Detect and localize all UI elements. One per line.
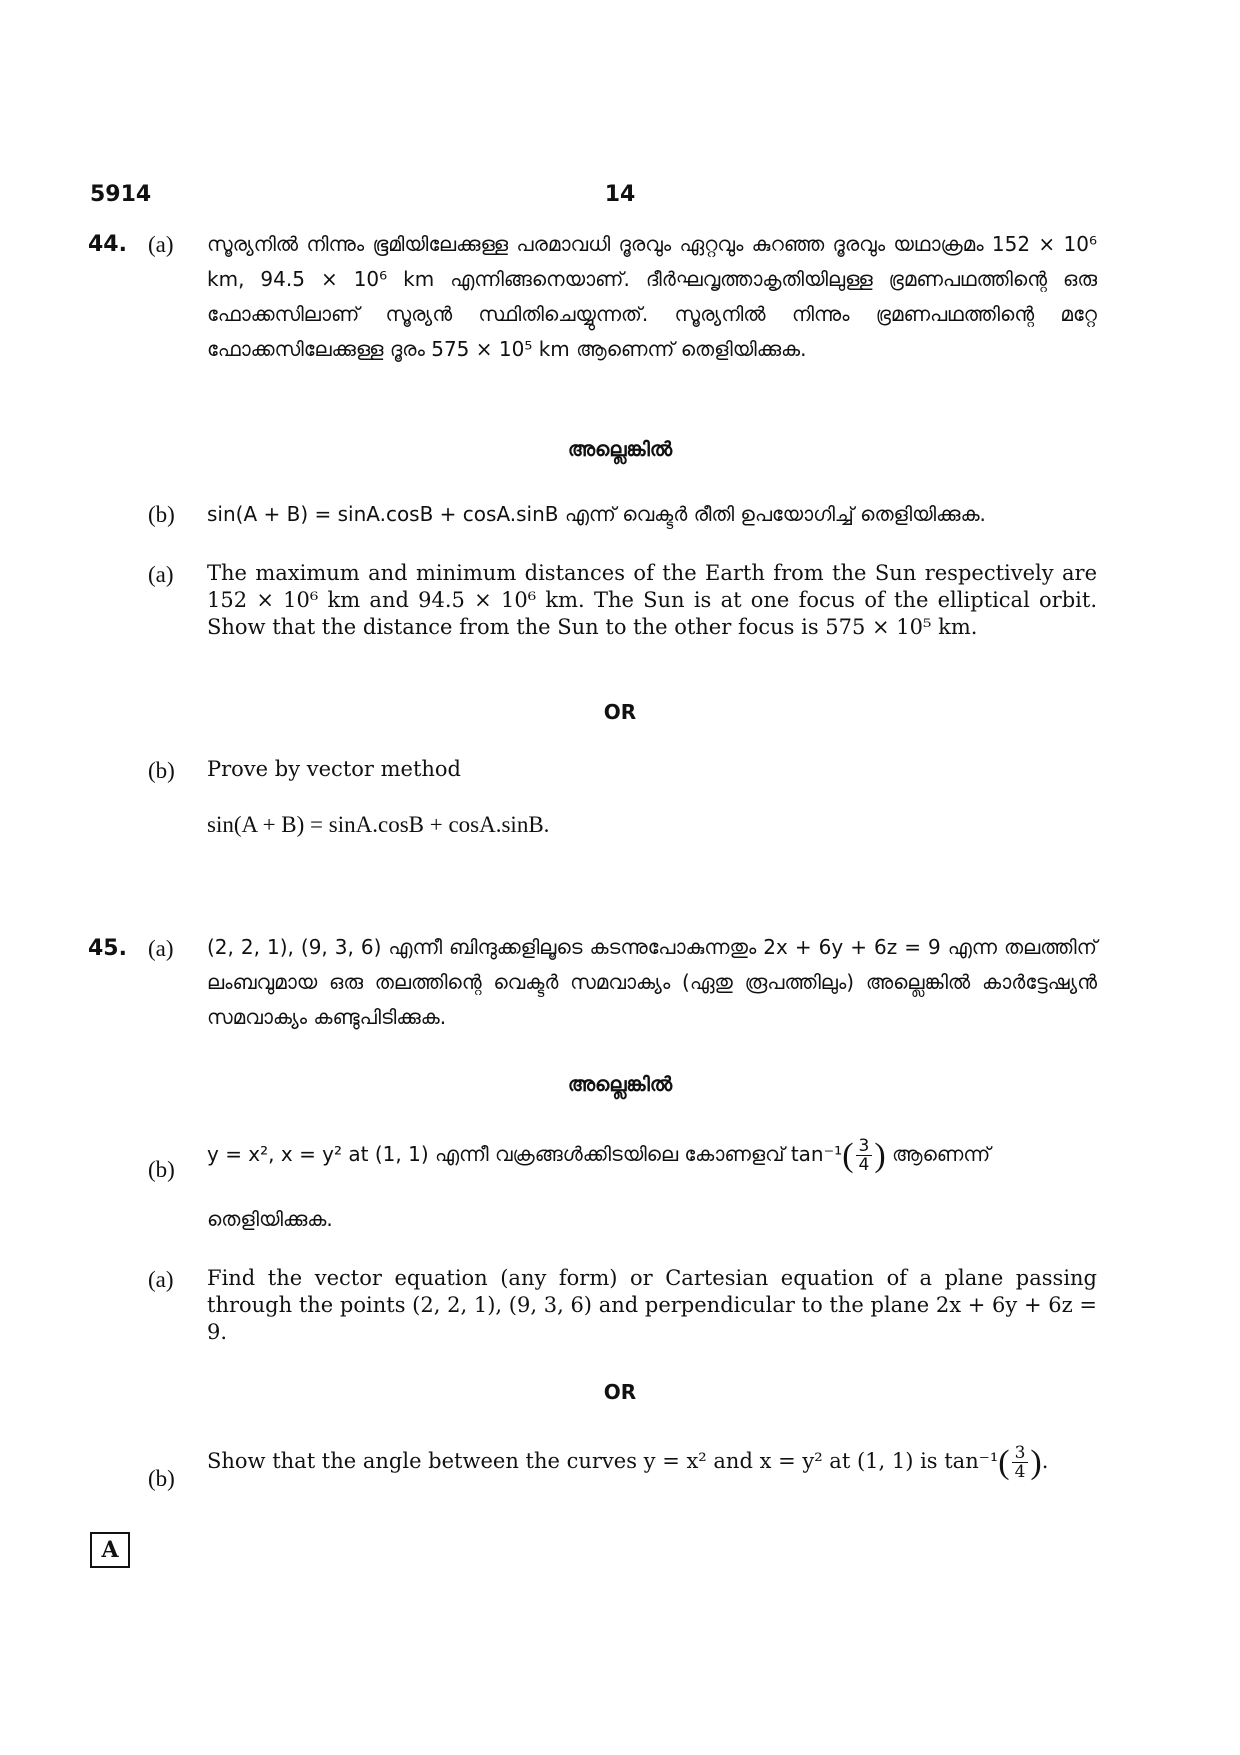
q45-en-b-post: . — [1041, 1449, 1049, 1473]
question-45-number: 45. — [88, 936, 127, 961]
q45-ml-or: അല്ലെങ്കിൽ — [567, 1072, 673, 1096]
q45-ml-b-label: (b) — [148, 1157, 175, 1182]
q45-en-or: OR — [603, 1380, 637, 1404]
q44-en-a-text: The maximum and minimum distances of the Earth from the Sun respectively are 152 × 10⁶ km and 94.5 × 10⁶ km. The Sun is at one focus of the elliptical orbit. Show that the distance from the Sun to the other focus is 575 × 10⁵ km. — [207, 561, 1097, 639]
q44-en-or: OR — [603, 700, 637, 724]
q44-ml-b-text: sin(A + B) = sinA.cosB + cosA.sinB എന്ന് വെക്ടർ രീതി ഉപയോഗിച്ച് തെളിയിക്കുക. — [207, 502, 986, 526]
q45-ml-b-post: ആണെന്ന് — [892, 1142, 991, 1166]
q44-en-b-formula: sin(A + B) = sinA.cosB + cosA.sinB. — [207, 812, 550, 837]
q44-ml-a-text: സൂര്യനിൽ നിന്നും ഭൂമിയിലേക്കുള്ള പരമാവധി ദൂരവും ഏറ്റവും കുറഞ്ഞ ദൂരവും യഥാക്രമം 152 × 10⁶ km, 94.5 × 10⁶ km എന്നിങ്ങനെയാണ്. ദീർഘവൃത്താകൃതിയിലുള്ള ഭ്രമണപഥത്തിന്റെ ഒരു ഫോക്കസിലാണ് സൂര്യൻ സ്ഥിതിചെയ്യുന്നത്. സൂര്യനിൽ നിന്നും ഭ്രമണപഥത്തിന്റെ മറ്റേ ഫോക്കസിലേക്കുള്ള ദൂരം 575 × 10⁵ km ആണെന്ന് തെളിയിക്കുക. — [207, 232, 1097, 361]
page-number: 14 — [604, 182, 636, 207]
left-paren: ( — [998, 1444, 1010, 1481]
fraction-numerator: 3 — [856, 1137, 873, 1156]
q45-ml-b-line1 — [207, 1137, 1097, 1174]
right-paren: ) — [1030, 1444, 1042, 1481]
left-paren: ( — [842, 1137, 854, 1174]
version-box: A — [90, 1532, 130, 1568]
fraction-numerator: 3 — [1012, 1444, 1029, 1463]
fraction-3-4 — [856, 1137, 873, 1174]
fraction-denominator: 4 — [858, 1155, 870, 1175]
q44-ml-a-label: (a) — [148, 232, 174, 257]
q44-ml-b-label: (b) — [148, 502, 175, 527]
q44-en-b-text: Prove by vector method — [207, 757, 461, 781]
right-paren: ) — [874, 1137, 886, 1174]
q44-ml-or: അല്ലെങ്കിൽ — [567, 437, 673, 461]
q45-en-b-label: (b) — [148, 1466, 175, 1491]
question-44-number: 44. — [88, 232, 127, 257]
q45-ml-b-pre: y = x², x = y² at (1, 1) എന്നീ വക്രങ്ങൾക്കിടയിലെ കോണളവ് tan⁻¹ — [207, 1142, 843, 1166]
q44-en-a-label: (a) — [148, 562, 174, 587]
q45-ml-a-text: (2, 2, 1), (9, 3, 6) എന്നീ ബിന്ദുക്കളിലൂടെ കടന്നുപോകുന്നതും 2x + 6y + 6z = 9 എന്ന തലത്തിന് ലംബവുമായ ഒരു തലത്തിന്റെ വെക്ടർ സമവാക്യം (ഏതു രൂപത്തിലും) അല്ലെങ്കിൽ കാർട്ടേഷ്യൻ സമവാക്യം കണ്ടുപിടിക്കുക. — [207, 935, 1097, 1029]
q45-en-a-text: Find the vector equation (any form) or Cartesian equation of a plane passing through the points (2, 2, 1), (9, 3, 6) and perpendicular to the plane 2x + 6y + 6z = 9. — [207, 1266, 1097, 1344]
q45-ml-a-label: (a) — [148, 936, 174, 961]
fraction-3-4 — [1012, 1444, 1029, 1481]
q44-en-b-label: (b) — [148, 758, 175, 783]
q45-en-a-label: (a) — [148, 1267, 174, 1292]
q45-en-b-pre: Show that the angle between the curves y = x² and x = y² at (1, 1) is tan⁻¹ — [207, 1449, 999, 1473]
q45-en-b-line — [207, 1444, 1097, 1481]
q45-ml-b-line2: തെളിയിക്കുക. — [207, 1207, 333, 1231]
paper-code: 5914 — [90, 182, 152, 207]
fraction-denominator: 4 — [1014, 1462, 1026, 1482]
